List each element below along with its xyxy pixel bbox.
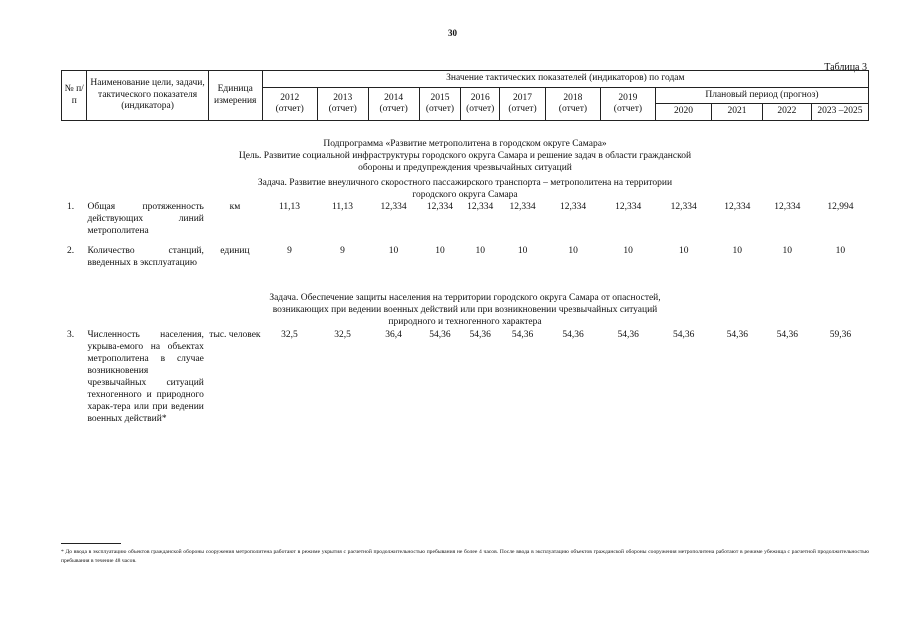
indicators-table-body-2 xyxy=(61,329,869,425)
row-value: 10 xyxy=(835,246,846,256)
row-value: 10 xyxy=(435,246,445,256)
col-header-plan-period: Плановый период (прогноз) xyxy=(655,88,868,104)
row-value: 12,334 xyxy=(670,202,697,212)
row-value: 12,334 xyxy=(509,202,536,212)
row-unit: тыс. человек xyxy=(209,330,261,340)
row-indicator-name: Численность населения, укрыва-емого на объектах метрополитена в случае возникновения чрезвычайных ситуаций техногенного и природного харак-тера или при ведении военных действий* xyxy=(87,330,204,424)
footnote: * До ввода в эксплуатацию объектов гражданской обороны сооружения метрополитена работают в режиме укрытия с расчетной продолжительностью пребывания не более 4 часов. После ввода в эксплуатацию объектов гражданской обороны сооружения метрополитена работают в режиме убежища с расчетной продолжительностью пребывания в течение 48 часов. xyxy=(61,549,869,564)
task-2-line-3: природного и техногенного характера xyxy=(388,317,542,327)
col-header-year: 2013 (отчет) xyxy=(317,88,368,121)
row-value: 54,36 xyxy=(776,330,798,340)
task-1-line-1: Задача. Развитие внеуличного скоростного пассажирского транспорта – метрополитена на территории xyxy=(257,178,673,188)
row-value: 12,334 xyxy=(467,202,494,212)
row-value: 54,36 xyxy=(617,330,639,340)
row-value: 54,36 xyxy=(726,330,748,340)
task-2-line-2: возникающих при ведении военных действий или при возникновении чрезвычайных ситуаций xyxy=(272,305,658,315)
col-header-year: 2018 (отчет) xyxy=(545,88,600,121)
row-number: 3. xyxy=(67,330,75,340)
row-value: 54,36 xyxy=(469,330,491,340)
row-value: 10 xyxy=(475,246,485,256)
row-value: 54,36 xyxy=(429,330,451,340)
row-value: 36,4 xyxy=(385,330,402,340)
row-unit: км xyxy=(229,202,241,212)
col-header-plan-year: 2023 –2025 xyxy=(811,104,868,121)
task-1-line-2: городского округа Самара xyxy=(412,190,518,200)
row-unit: единиц xyxy=(220,246,250,256)
table-row xyxy=(61,245,869,285)
row-value: 10 xyxy=(623,246,633,256)
col-header-year: 2015 (отчет) xyxy=(419,88,461,121)
table-row xyxy=(61,329,869,425)
row-value: 12,334 xyxy=(615,202,642,212)
col-header-year: 2016 (отчет) xyxy=(461,88,500,121)
row-value: 54,36 xyxy=(673,330,695,340)
col-header-plan-year: 2020 xyxy=(655,104,711,121)
row-value: 32,5 xyxy=(281,330,298,340)
subprogram-title: Подпрограмма «Развитие метрополитена в городском округе Самара» xyxy=(323,139,607,149)
row-value: 12,334 xyxy=(724,202,751,212)
col-header-plan-year: 2021 xyxy=(711,104,762,121)
row-value: 12,334 xyxy=(774,202,801,212)
page-number: 30 xyxy=(448,28,457,38)
row-value: 32,5 xyxy=(334,330,351,340)
col-header-number: № п/п xyxy=(62,71,87,121)
row-value: 12,994 xyxy=(827,202,854,212)
row-value: 10 xyxy=(732,246,743,256)
row-indicator-name: Количество станций, введенных в эксплуатацию xyxy=(87,246,204,268)
row-value: 12,334 xyxy=(560,202,587,212)
row-value: 9 xyxy=(340,246,345,256)
row-value: 12,334 xyxy=(380,202,407,212)
indicators-table-body-1 xyxy=(61,201,869,285)
goal-line-1: Цель. Развитие социальной инфраструктуры городского округа Самара и решение задач в области гражданской xyxy=(238,151,692,161)
row-value: 9 xyxy=(287,246,292,256)
row-value: 54,36 xyxy=(511,330,534,340)
row-value: 11,13 xyxy=(278,202,300,212)
indicators-table-header xyxy=(61,70,869,121)
col-header-year: 2014 (отчет) xyxy=(368,88,419,121)
col-header-year: 2019 (отчет) xyxy=(600,88,655,121)
col-header-name: Наименование цели, задачи, тактического показателя (индикатора) xyxy=(87,71,208,121)
row-value: 10 xyxy=(517,246,528,256)
col-header-unit: Единица измерения xyxy=(208,71,262,121)
task-2-line-1: Задача. Обеспечение защиты населения на территории городского округа Самара от опасностей, xyxy=(269,293,661,303)
row-value: 10 xyxy=(568,246,578,256)
table-label: Таблица 3 xyxy=(824,62,867,73)
goal-line-2: обороны и предупреждения чрезвычайных ситуаций xyxy=(358,163,572,173)
row-value: 12,334 xyxy=(426,202,453,212)
row-value: 54,36 xyxy=(562,330,584,340)
row-value: 11,13 xyxy=(332,202,354,212)
row-number: 1. xyxy=(67,202,75,212)
col-header-year: 2017 (отчет) xyxy=(500,88,546,121)
row-number: 2. xyxy=(67,246,75,256)
col-header-year: 2012 (отчет) xyxy=(262,88,317,121)
row-indicator-name: Общая протяженность действующих линий метрополитена xyxy=(87,202,204,236)
footnote-divider xyxy=(61,543,121,544)
row-value: 10 xyxy=(678,246,689,256)
row-value: 59,36 xyxy=(829,330,852,340)
row-value: 10 xyxy=(782,246,793,256)
row-value: 10 xyxy=(388,246,399,256)
col-header-values-group: Значение тактических показателей (индикаторов) по годам xyxy=(262,71,868,88)
table-row xyxy=(61,201,869,245)
col-header-plan-year: 2022 xyxy=(762,104,811,121)
